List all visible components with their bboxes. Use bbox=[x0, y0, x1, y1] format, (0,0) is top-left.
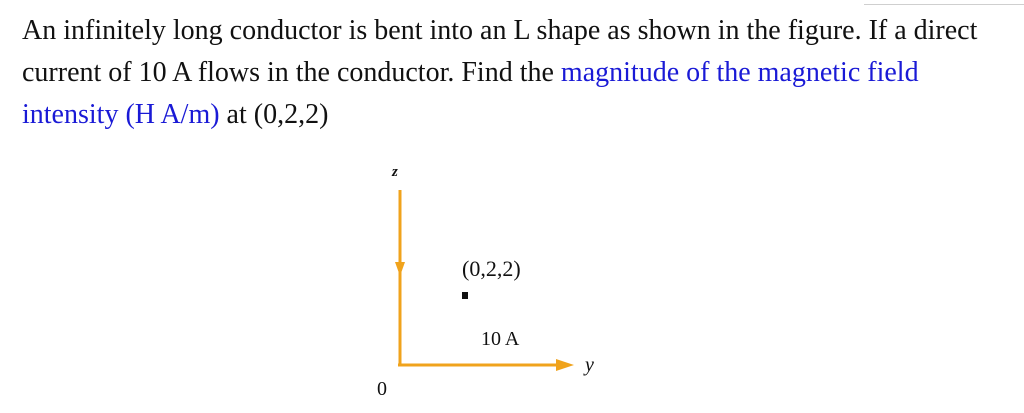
current-label: 10 A bbox=[481, 328, 520, 350]
y-axis-label: y bbox=[585, 354, 594, 376]
question-part1: An infinitely long conductor is bent into an L shape as shown in the figure. If a direct current of 10 A flows in the conductor. Find the bbox=[22, 15, 978, 88]
downward-current-arrow bbox=[395, 262, 405, 276]
question-highlight: magnitude of the magnetic field intensity (H A/m) bbox=[22, 57, 919, 130]
origin-label: 0 bbox=[377, 378, 387, 400]
question-part2: at (0,2,2) bbox=[219, 99, 329, 130]
field-point-marker bbox=[462, 292, 468, 299]
rightward-current-arrow bbox=[556, 359, 574, 371]
z-axis-label: z bbox=[392, 164, 398, 180]
point-label: (0,2,2) bbox=[462, 256, 521, 281]
